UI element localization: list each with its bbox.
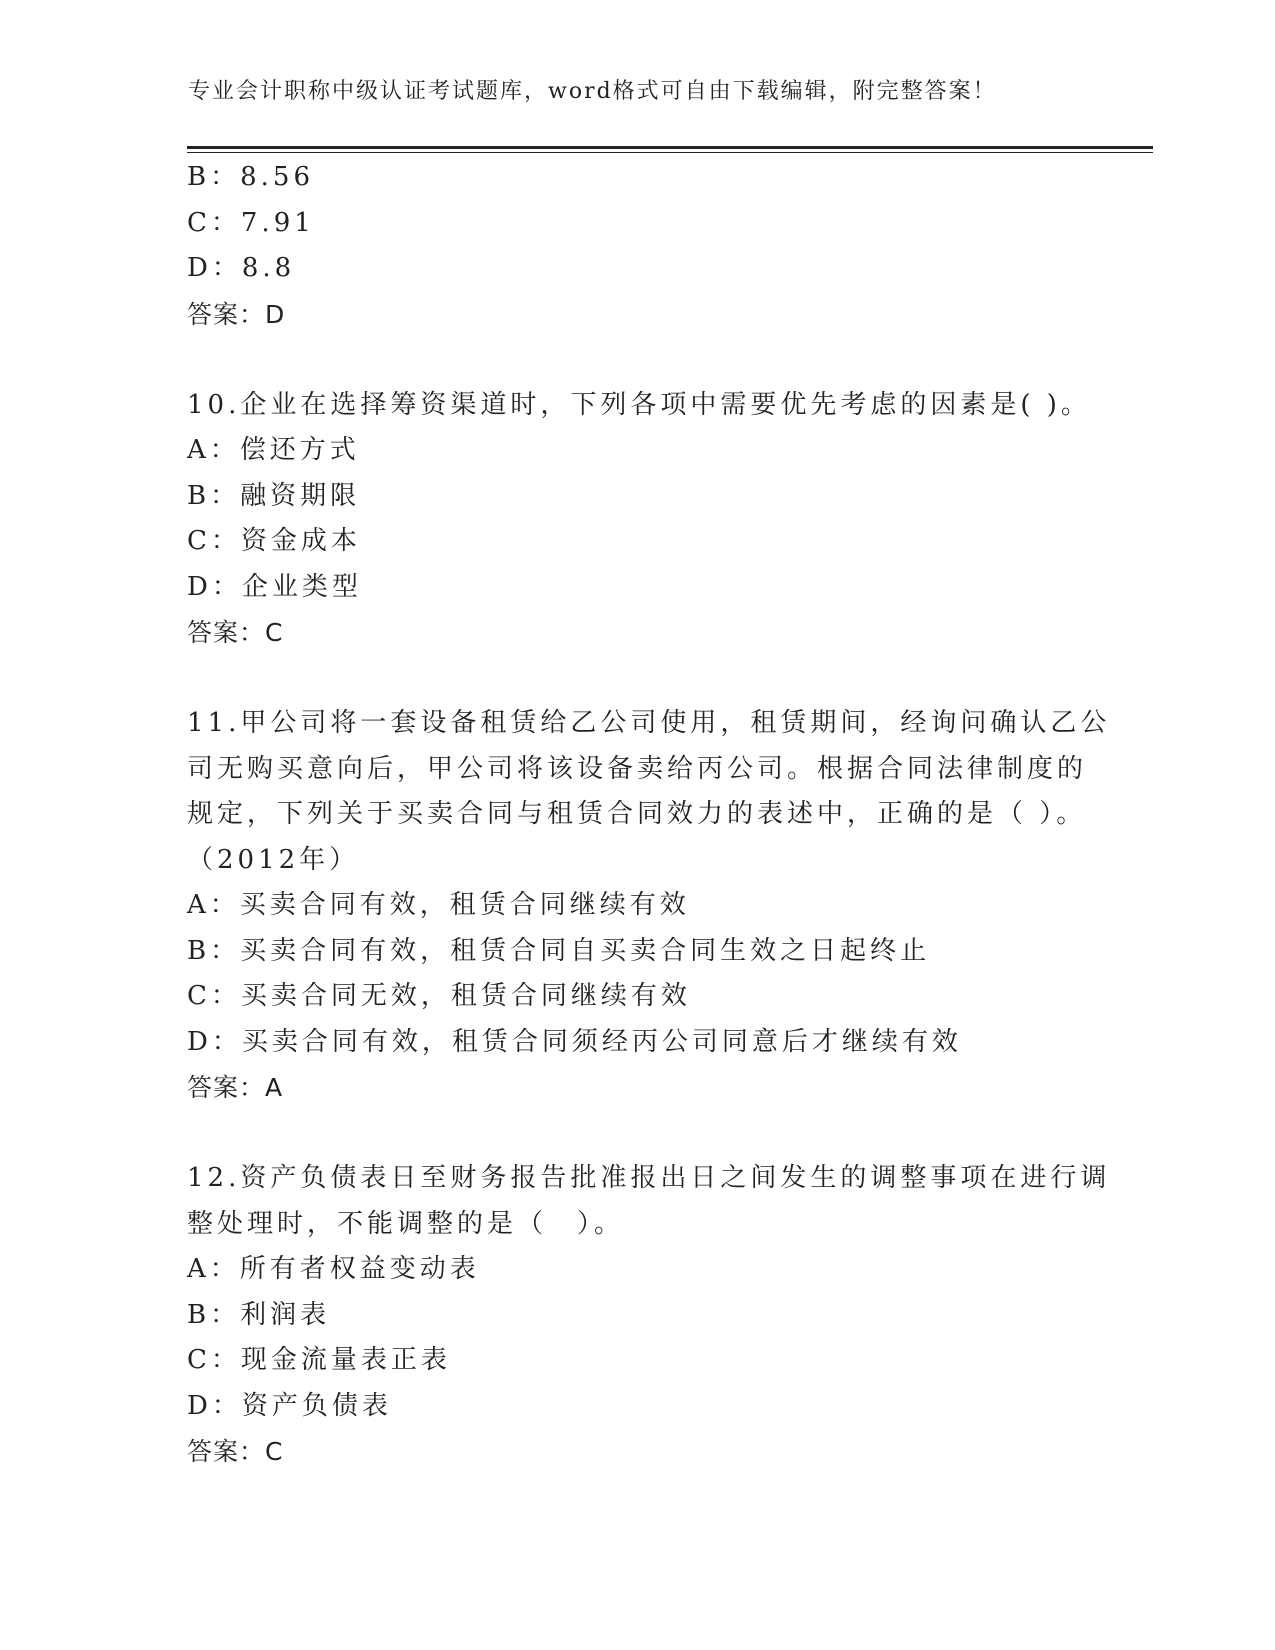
option-line: B：买卖合同有效，租赁合同自买卖合同生效之日起终止 — [187, 935, 931, 966]
option-line: B：8.56 — [187, 162, 314, 192]
option-line: C：现金流量表正表 — [187, 1345, 451, 1375]
question-text: 整处理时，不能调整的是（ ）。 — [187, 1208, 625, 1239]
spacer — [187, 656, 1087, 702]
spacer — [187, 337, 1087, 383]
question-text: 11.甲公司将一套设备租赁给乙公司使用，租赁期间，经询问确认乙公 — [187, 708, 1111, 738]
option-line: D：8.8 — [187, 253, 296, 283]
option-line: D：买卖合同有效，租赁合同须经丙公司同意后才继续有效 — [187, 1026, 962, 1057]
question-text: （2012年） — [187, 844, 360, 875]
header-divider-thin — [187, 152, 1153, 153]
spacer — [187, 1111, 1087, 1157]
page-header: 专业会计职称中级认证考试题库，word格式可自由下载编辑，附完整答案！ — [188, 79, 997, 104]
answer-line: 答案：C — [187, 618, 284, 647]
header-divider-thick — [187, 146, 1153, 149]
option-line: D：企业类型 — [187, 571, 362, 602]
option-line: D：资产负债表 — [187, 1390, 392, 1421]
option-line: A：偿还方式 — [187, 435, 360, 465]
answer-line: 答案：A — [187, 1073, 284, 1102]
question-text: 12.资产负债表日至财务报告批准报出日之间发生的调整事项在进行调 — [187, 1163, 1111, 1193]
option-line: B：利润表 — [187, 1299, 331, 1330]
option-line: C：7.91 — [187, 207, 315, 238]
answer-line: 答案：C — [187, 1437, 284, 1466]
option-line: B：融资期限 — [187, 480, 361, 511]
question-text: 司无购买意向后，甲公司将该设备卖给丙公司。根据合同法律制度的 — [187, 753, 1088, 784]
option-line: C：买卖合同无效，租赁合同继续有效 — [187, 981, 691, 1011]
option-line: A：买卖合同有效，租赁合同继续有效 — [187, 890, 690, 920]
question-list — [187, 155, 1111, 1475]
answer-line: 答案：D — [187, 299, 286, 329]
question-text: 10.企业在选择筹资渠道时，下列各项中需要优先考虑的因素是( )。 — [187, 389, 1091, 420]
option-line: A：所有者权益变动表 — [187, 1254, 480, 1284]
option-line: C：资金成本 — [187, 526, 361, 556]
question-text: 规定，下列关于买卖合同与租赁合同效力的表述中，正确的是（ ）。 — [187, 799, 1087, 829]
